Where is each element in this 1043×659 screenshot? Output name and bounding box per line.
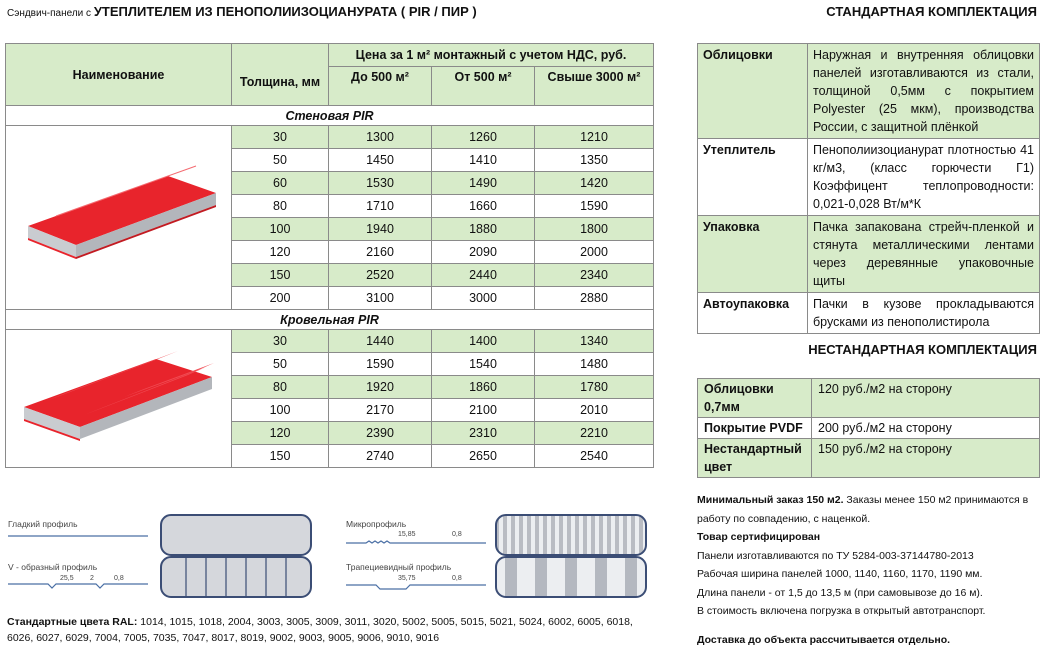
- profile-trap-dim-1: 35,75: [398, 575, 416, 582]
- note-line: Панели изготавливаются по ТУ 5284-003-37144780-2013: [697, 549, 974, 562]
- profile-trap-dim-2: 0,8: [452, 575, 462, 582]
- price-gt3000-cell: 2000: [535, 241, 654, 264]
- price-gt3000-cell: 2340: [535, 264, 654, 287]
- standard-row: [698, 293, 1040, 334]
- nonstandard-value: 150 руб./м2 на сторону: [812, 439, 1040, 478]
- price-gt3000-cell: 2880: [535, 287, 654, 310]
- note-line: Рабочая ширина панелей 1000, 1140, 1160, 1170, 1190 мм.: [697, 568, 983, 580]
- col-price-2: От 500 м²: [432, 67, 535, 106]
- min-order: Минимальный заказ 150 м2. Заказы менее 150 м2 принимаются в работу по совпадению, с наценкой.: [697, 494, 1029, 525]
- wall-panel-illustration: [6, 131, 230, 301]
- col-thickness-header: Толщина, мм: [232, 44, 329, 106]
- profile-micro-dim-1: 15,85: [398, 531, 416, 538]
- price-gt3000-cell: 2010: [535, 399, 654, 422]
- profile-v-dim-1: 25,5: [60, 575, 74, 582]
- nonstandard-key: Покрытие PVDF: [698, 418, 812, 439]
- trap-panel-icon: [495, 556, 647, 598]
- title-main: УТЕПЛИТЕЛЕМ ИЗ ПЕНОПОЛИИЗОЦИАНУРАТА ( PIR / ПИР ): [93, 4, 477, 19]
- profile-micro-label: Микропрофиль: [346, 519, 407, 529]
- standard-key: Облицовки: [698, 44, 808, 139]
- thickness-cell: 100: [232, 218, 329, 241]
- standard-key: Упаковка: [698, 216, 808, 293]
- note-line: В стоимость включена погрузка в открытый автотранспорт.: [697, 605, 986, 617]
- price-gt500-cell: 2440: [432, 264, 535, 287]
- price-gt3000-cell: 1210: [535, 126, 654, 149]
- section-wall: Стеновая PIR: [6, 106, 654, 126]
- profile-smooth-line: [8, 530, 148, 544]
- price-gt3000-cell: 1420: [535, 172, 654, 195]
- col-name-header: Наименование: [6, 44, 232, 106]
- price-gt500-cell: 3000: [432, 287, 535, 310]
- standard-title: СТАНДАРТНАЯ КОМПЛЕКТАЦИЯ: [826, 4, 1037, 19]
- thickness-cell: 80: [232, 195, 329, 218]
- price-gt500-cell: 1540: [432, 353, 535, 376]
- price-lt500-cell: 2390: [329, 422, 432, 445]
- price-gt3000-cell: 1590: [535, 195, 654, 218]
- profile-trap-label: Трапециевидный профиль: [346, 562, 452, 572]
- nonstandard-key: Нестандартный цвет: [698, 439, 812, 478]
- price-table: [5, 43, 654, 468]
- price-gt500-cell: 2650: [432, 445, 535, 468]
- standard-value: Наружная и внутренняя облицовки панелей изготавливаются из стали, толщиной 0,5мм с покрытием Polyester (25 мкм), производства России, с защитной плёнкой: [808, 44, 1040, 139]
- price-lt500-cell: 1440: [329, 330, 432, 353]
- roof-row: [6, 330, 654, 353]
- standard-value: Пачки в кузове прокладываются брусками из пенополистирола: [808, 293, 1040, 334]
- price-lt500-cell: 1300: [329, 126, 432, 149]
- thickness-cell: 50: [232, 149, 329, 172]
- col-price-3: Свыше 3000 м²: [535, 67, 654, 106]
- thickness-cell: 120: [232, 422, 329, 445]
- nonstandard-title: НЕСТАНДАРТНАЯ КОМПЛЕКТАЦИЯ: [808, 342, 1037, 357]
- smooth-panel-icon: [160, 514, 312, 556]
- thickness-cell: 120: [232, 241, 329, 264]
- price-gt500-cell: 1410: [432, 149, 535, 172]
- nonstandard-value: 120 руб./м2 на сторону: [812, 379, 1040, 418]
- price-gt500-cell: 1880: [432, 218, 535, 241]
- nonstandard-row: [698, 439, 1040, 478]
- price-gt3000-cell: 1340: [535, 330, 654, 353]
- thickness-cell: 30: [232, 126, 329, 149]
- price-gt3000-cell: 1780: [535, 376, 654, 399]
- thickness-cell: 150: [232, 445, 329, 468]
- certified: Товар сертифицирован: [697, 531, 821, 543]
- standard-row: [698, 139, 1040, 216]
- standard-key: Автоупаковка: [698, 293, 808, 334]
- price-lt500-cell: 1590: [329, 353, 432, 376]
- roof-panel-image: [6, 330, 232, 468]
- price-gt500-cell: 1260: [432, 126, 535, 149]
- price-lt500-cell: 1710: [329, 195, 432, 218]
- price-gt500-cell: 1490: [432, 172, 535, 195]
- doc-title: [7, 4, 477, 19]
- price-lt500-cell: 2740: [329, 445, 432, 468]
- standard-table: [697, 43, 1040, 334]
- nonstandard-value: 200 руб./м2 на сторону: [812, 418, 1040, 439]
- micro-panel-icon: [495, 514, 647, 556]
- price-lt500-cell: 1530: [329, 172, 432, 195]
- thickness-cell: 60: [232, 172, 329, 195]
- section-roof: Кровельная PIR: [6, 310, 654, 330]
- ral-colors: Стандартные цвета RAL: 1014, 1015, 1018, 2004, 3003, 3005, 3009, 3011, 3020, 5002, 5005, 5015, 5021, 5024, 6002, 6005, 6018, 6026, 6027, 6029, 7004, 7005, 7035, 7047, 8017, 8019, 9002, 9003, 9005, 9006, 9010, 9016: [7, 616, 633, 644]
- price-gt500-cell: 2310: [432, 422, 535, 445]
- price-lt500-cell: 2520: [329, 264, 432, 287]
- price-gt500-cell: 1860: [432, 376, 535, 399]
- col-price-1: До 500 м²: [329, 67, 432, 106]
- profile-v-dim-3: 0,8: [114, 575, 124, 582]
- price-lt500-cell: 1450: [329, 149, 432, 172]
- nonstandard-row: [698, 379, 1040, 418]
- nonstandard-row: [698, 418, 1040, 439]
- v-panel-icon: [160, 556, 312, 598]
- standard-key: Утеплитель: [698, 139, 808, 216]
- price-gt500-cell: 1660: [432, 195, 535, 218]
- price-gt3000-cell: 2210: [535, 422, 654, 445]
- notes-block: [697, 491, 1041, 649]
- thickness-cell: 50: [232, 353, 329, 376]
- price-gt3000-cell: 2540: [535, 445, 654, 468]
- profile-micro-dim-2: 0,8: [452, 531, 462, 538]
- price-gt3000-cell: 1350: [535, 149, 654, 172]
- wall-panel-image: [6, 126, 232, 310]
- nonstandard-key: Облицовки 0,7мм: [698, 379, 812, 418]
- price-gt3000-cell: 1480: [535, 353, 654, 376]
- profile-smooth-label: Гладкий профиль: [8, 519, 78, 529]
- thickness-cell: 150: [232, 264, 329, 287]
- title-prefix: Сэндвич-панели с: [7, 8, 92, 19]
- roof-panel-illustration: [6, 331, 230, 463]
- thickness-cell: 80: [232, 376, 329, 399]
- price-lt500-cell: 2170: [329, 399, 432, 422]
- standard-row: [698, 44, 1040, 139]
- wall-row: [6, 126, 654, 149]
- profile-v-dim-2: 2: [90, 575, 94, 582]
- profile-micro-line: [346, 538, 486, 548]
- nonstandard-table: [697, 378, 1040, 478]
- price-gt3000-cell: 1800: [535, 218, 654, 241]
- profile-v-line: [8, 580, 148, 592]
- profile-trap-line: [346, 582, 486, 592]
- price-gt500-cell: 2100: [432, 399, 535, 422]
- delivery-note: Доставка до объекта рассчитывается отдельно.: [697, 633, 951, 646]
- thickness-cell: 100: [232, 399, 329, 422]
- profile-v-label: V - образный профиль: [8, 562, 98, 572]
- thickness-cell: 30: [232, 330, 329, 353]
- price-gt500-cell: 2090: [432, 241, 535, 264]
- standard-value: Пачка запакована стрейч-пленкой и стянута металлическими лентами через деревянные упаковочные щиты: [808, 216, 1040, 293]
- price-lt500-cell: 3100: [329, 287, 432, 310]
- price-lt500-cell: 1920: [329, 376, 432, 399]
- note-line: Длина панели - от 1,5 до 13,5 м (при самовывозе до 16 м).: [697, 586, 983, 599]
- standard-value: Пенополиизоцианурат плотностью 41 кг/м3, (класс горючести Г1) Коэффицент теплопроводности: 0,021-0,028 Вт/м*К: [808, 139, 1040, 216]
- price-header: Цена за 1 м² монтажный с учетом НДС, руб.: [329, 44, 654, 67]
- price-lt500-cell: 1940: [329, 218, 432, 241]
- price-lt500-cell: 2160: [329, 241, 432, 264]
- price-gt500-cell: 1400: [432, 330, 535, 353]
- thickness-cell: 200: [232, 287, 329, 310]
- standard-row: [698, 216, 1040, 293]
